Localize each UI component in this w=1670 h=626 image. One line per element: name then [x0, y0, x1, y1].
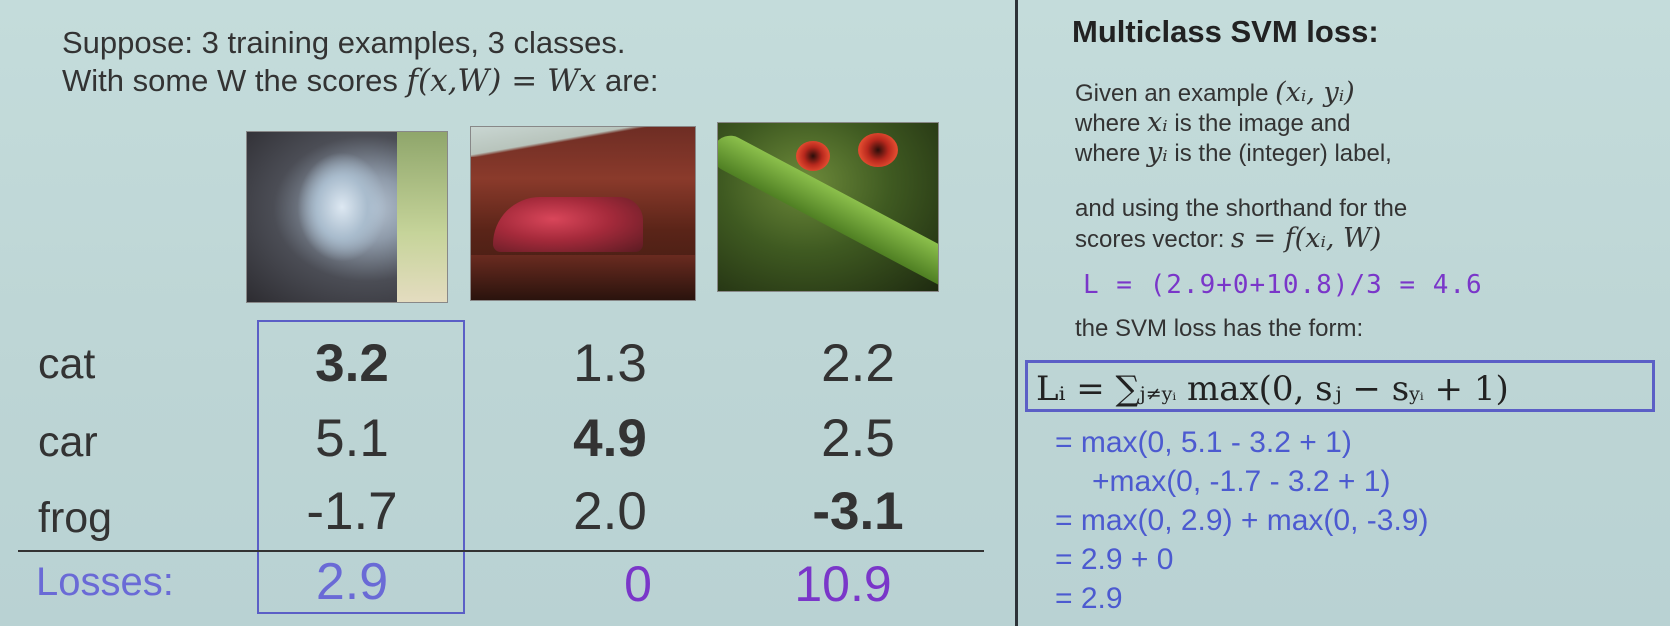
svm-title: Multiclass SVM loss: — [1072, 14, 1379, 49]
example-math: (xᵢ, yᵢ) — [1275, 77, 1355, 108]
score-cell: 2.5 — [821, 409, 895, 468]
loss-value-car: 0 — [624, 556, 652, 612]
given-line — [1075, 78, 1355, 109]
given-prefix: Given an example — [1075, 80, 1276, 107]
handwritten-total-loss: L = (2.9+0+10.8)/3 = 4.6 — [1083, 270, 1483, 300]
shorthand-line-1: and using the shorthand for the — [1075, 195, 1408, 222]
intro-line-2 — [62, 62, 658, 100]
score-cell: -1.7 — [306, 482, 398, 541]
where2-prefix: where — [1075, 140, 1148, 167]
score-cell: 4.9 — [573, 409, 647, 468]
vertical-divider — [1015, 0, 1018, 626]
frog-photo — [717, 122, 939, 292]
where1-suffix: is the image and — [1167, 110, 1351, 137]
shorthand-line-2 — [1075, 224, 1381, 255]
car-photo — [470, 126, 696, 301]
formula-main: Lᵢ = ∑ — [1036, 369, 1140, 409]
cat-photo — [246, 131, 448, 303]
formula-sub: j≠yᵢ — [1139, 383, 1177, 405]
score-cell: 1.3 — [573, 334, 647, 393]
loss-value-cat: 2.9 — [315, 553, 389, 611]
intro-line-2-prefix: With some W the scores — [62, 63, 407, 98]
score-function-math: f(x,W) = Wx — [406, 63, 597, 99]
intro-line-2-suffix: are: — [596, 63, 659, 98]
scores-vector-math: s = f(xᵢ, W) — [1231, 223, 1382, 254]
formula-sub2: yᵢ — [1409, 383, 1424, 405]
formula-rest: max(0, sⱼ − s — [1176, 369, 1410, 409]
derivation-line-4: = 2.9 + 0 — [1055, 543, 1174, 576]
derivation-line-5: = 2.9 — [1055, 582, 1123, 615]
where-label-line — [1075, 138, 1392, 169]
score-cell: 2.0 — [573, 482, 647, 541]
intro-line-1: Suppose: 3 training examples, 3 classes. — [62, 25, 626, 60]
y-math: yᵢ — [1147, 137, 1168, 168]
score-cell: 2.2 — [821, 334, 895, 393]
intro-text — [62, 24, 658, 100]
where2-suffix: is the (integer) label, — [1167, 140, 1392, 167]
derivation-line-2: +max(0, -1.7 - 3.2 + 1) — [1092, 465, 1391, 498]
loss-value-frog: 10.9 — [794, 556, 892, 612]
formula-end: + 1) — [1423, 369, 1509, 409]
score-cell: -3.1 — [812, 482, 904, 541]
table-divider-line — [18, 550, 984, 552]
svm-form-line: the SVM loss has the form: — [1075, 315, 1364, 342]
derivation-line-1: = max(0, 5.1 - 3.2 + 1) — [1055, 426, 1352, 459]
x-math: xᵢ — [1147, 107, 1168, 138]
losses-label: Losses: — [36, 560, 174, 604]
where1-prefix: where — [1075, 110, 1148, 137]
where-image-line — [1075, 108, 1351, 139]
class-label-cat: cat — [38, 340, 96, 388]
score-cell: 3.2 — [315, 334, 389, 393]
score-cell: 5.1 — [315, 409, 389, 468]
derivation-line-3: = max(0, 2.9) + max(0, -3.9) — [1055, 504, 1429, 537]
shorthand2-prefix: scores vector: — [1075, 226, 1232, 253]
svm-loss-formula — [1025, 360, 1655, 412]
class-label-car: car — [38, 418, 98, 466]
class-label-frog: frog — [38, 494, 113, 542]
